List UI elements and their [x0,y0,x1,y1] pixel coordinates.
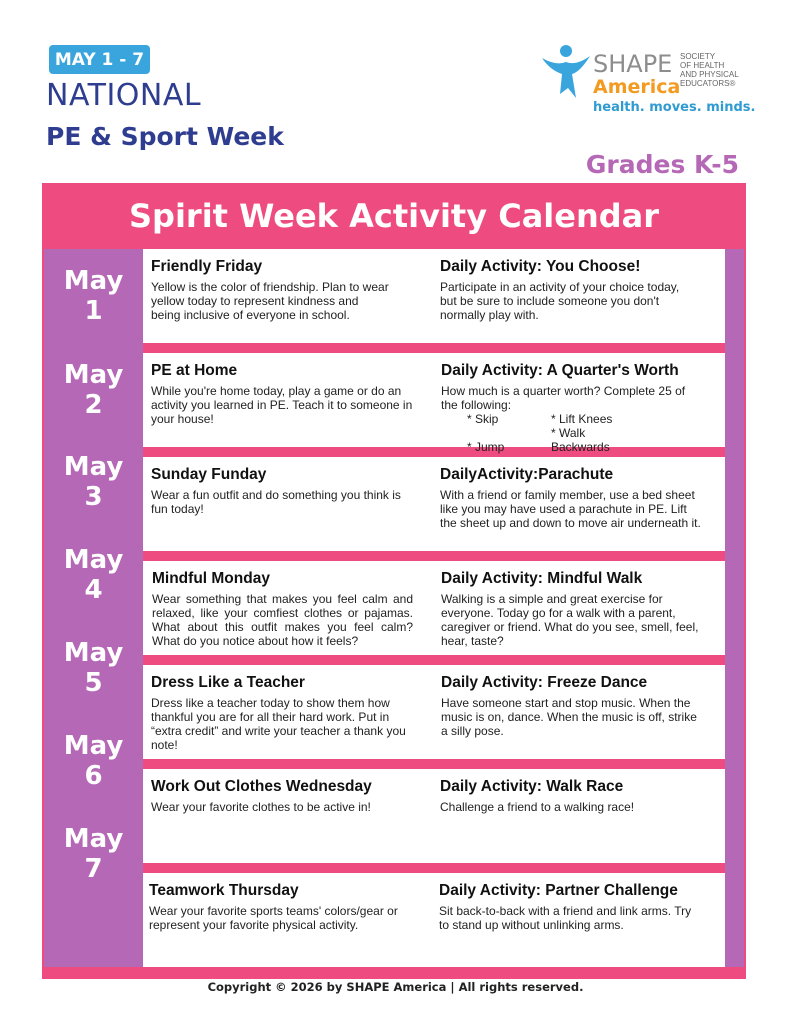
day-label-7: May 7 [63,824,124,884]
theme-title: Mindful Monday [152,570,270,587]
calendar-title: Spirit Week Activity Calendar [128,197,660,235]
exercise-list [467,412,691,454]
theme-title: Teamwork Thursday [149,882,299,899]
activity-title: DailyActivity:Parachute [440,466,614,483]
grades-label: Grades K-5 [585,150,739,179]
theme-title: PE at Home [151,362,238,379]
calendar-row [143,873,725,967]
exercise-item: * Lift Knees [551,412,613,426]
theme-title: Work Out Clothes Wednesday [151,778,372,795]
logo-society-text: SOCIETY OF HEALTH AND PHYSICAL EDUCATORS® [680,52,739,88]
theme-cell [151,249,391,322]
activity-title: Daily Activity: Walk Race [440,778,624,795]
activity-description: How much is a quarter worth? Complete 25 of the following: [441,384,686,412]
activity-title: Daily Activity: Partner Challenge [439,882,678,899]
activity-description: With a friend or family member, use a bed sheet like you may have used a parachute in PE. Lift the sheet up and down to move air underneath it. [440,488,701,530]
activity-title: Daily Activity: Mindful Walk [441,570,643,587]
theme-title: Dress Like a Teacher [151,674,305,691]
day-label-3: May 3 [63,452,124,512]
theme-description: Wear your favorite sports teams' colors/gear or represent your favorite physical activity. [149,904,398,932]
day-label-6: May 6 [63,731,124,791]
activity-cell [440,457,702,530]
calendar-row [143,769,725,863]
logo-shape-word: SHAPE [593,50,673,78]
theme-title: Friendly Friday [151,258,263,275]
logo-tagline: health. moves. minds. [593,100,756,115]
calendar-row [143,561,725,655]
right-strip [725,249,744,967]
activity-title: Daily Activity: Freeze Dance [441,674,648,691]
activity-title: Daily Activity: A Quarter's Worth [441,362,679,379]
theme-cell [149,873,419,932]
day-label-2: May 2 [63,360,124,420]
activity-description: Sit back-to-back with a friend and link arms. Try to stand up without unlinking arms. [439,904,692,932]
activity-title: Daily Activity: You Choose! [440,258,641,275]
theme-title: Sunday Funday [151,466,267,483]
exercise-item: * Skip [467,412,499,426]
day-label-5: May 5 [63,638,124,698]
copyright-footer: Copyright © 2026 by SHAPE America | All rights reserved. [207,980,584,994]
theme-cell [151,769,421,814]
pe-sport-week-heading: PE & Sport Week [46,122,284,151]
shape-america-logo [540,42,756,120]
theme-cell [152,561,413,648]
day-label-4: May 4 [63,545,124,605]
activity-description: Walking is a simple and great exercise for everyone. Today go for a walk with a parent, caregiver or friend. What do you see, smell, feel, hear, taste? [441,592,699,648]
day-label-1: May 1 [63,266,124,326]
activity-cell [439,873,701,932]
theme-description: Wear something that makes you feel calm and relaxed, like your comfiest clothes or pajamas. What about this outfit makes you feel calm? What do you notice about how it feels? [152,592,413,648]
calendar-row [143,457,725,551]
shape-figure-icon [540,44,592,100]
activity-cell [441,561,699,648]
activity-cell [440,249,682,322]
exercise-item: * Jump [467,440,505,454]
logo-america-word: America [593,76,681,98]
activity-description: Challenge a friend to a walking race! [440,800,635,814]
theme-description: While you're home today, play a game or do an activity you learned in PE. Teach it to someone in your house! [151,384,413,426]
exercise-item: * Walk Backwards [551,426,610,454]
activity-cell [440,769,696,814]
theme-cell [151,457,407,516]
theme-description: Wear your favorite clothes to be active in! [151,800,371,814]
activity-description: Have someone start and stop music. When the music is on, dance. When the music is off, strike a silly pose. [441,696,697,738]
activity-calendar [42,183,746,979]
theme-description: Yellow is the color of friendship. Plan to wear yellow today to represent kindness and being inclusive of everyone in school. [151,280,389,322]
theme-description: Dress like a teacher today to show them how thankful you are for all their hard work. Put in “extra credit” and write your teacher a thank you note! [151,696,406,752]
theme-cell [151,353,413,426]
date-range-badge: MAY 1 - 7 [49,45,150,74]
calendar-row [143,249,725,343]
theme-cell [151,665,421,752]
theme-description: Wear a fun outfit and do something you think is fun today! [151,488,401,516]
activity-cell [441,665,697,738]
calendar-row [143,665,725,759]
calendar-row [143,353,725,454]
activity-cell [441,353,691,454]
national-heading: NATIONAL [46,78,202,113]
activity-description: Participate in an activity of your choice today, but be sure to include someone you don't normally play with. [440,280,680,322]
